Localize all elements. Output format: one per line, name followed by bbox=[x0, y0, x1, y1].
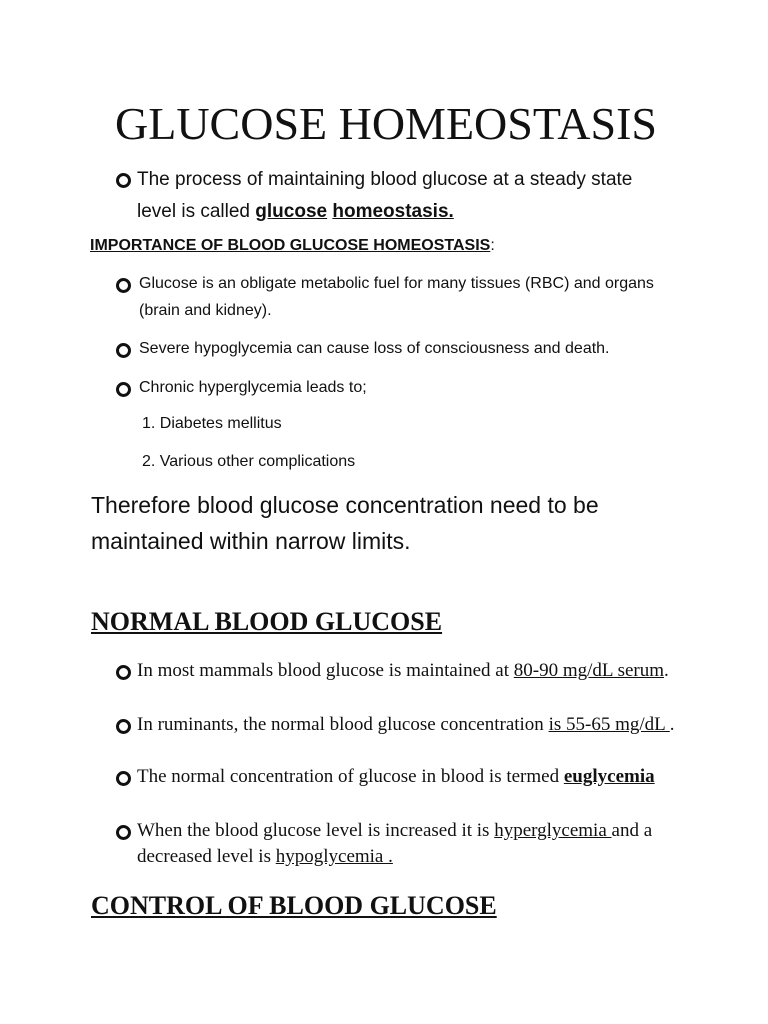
bullet-text: The normal concentration of glucose in blood is termed euglycemia bbox=[137, 766, 655, 787]
value-ruminants: is 55-65 mg/dL bbox=[548, 714, 670, 735]
circle-bullet-icon bbox=[116, 771, 131, 786]
normal-bullet bbox=[116, 658, 676, 684]
numbered-item: 2. Various other complications bbox=[142, 453, 356, 470]
importance-bullet bbox=[116, 374, 676, 401]
term-euglycemia: euglycemia bbox=[563, 766, 655, 787]
term-glucose: glucose bbox=[255, 201, 328, 222]
circle-bullet-icon bbox=[116, 382, 131, 397]
intro-bullet bbox=[116, 164, 676, 228]
circle-bullet-icon bbox=[116, 278, 131, 293]
importance-bullet bbox=[116, 270, 676, 324]
numbered-item: 1. Diabetes mellitus bbox=[142, 415, 282, 432]
value-mammals: 80-90 mg/dL serum bbox=[513, 660, 664, 681]
control-glucose-heading: CONTROL OF BLOOD GLUCOSE bbox=[91, 891, 497, 920]
normal-bullet bbox=[116, 818, 676, 870]
circle-bullet-icon bbox=[116, 343, 131, 358]
circle-bullet-icon bbox=[116, 173, 131, 188]
normal-glucose-heading: NORMAL BLOOD GLUCOSE bbox=[91, 607, 443, 636]
bullet-text: Glucose is an obligate metabolic fuel for many tissues (RBC) and organs (brain and kidney). bbox=[139, 275, 654, 319]
bullet-text: Chronic hyperglycemia leads to; bbox=[139, 379, 367, 396]
importance-bullet bbox=[116, 335, 676, 362]
term-homeostasis: homeostasis. bbox=[332, 201, 454, 222]
normal-bullet bbox=[116, 764, 676, 790]
page-title: GLUCOSE HOMEOSTASIS bbox=[92, 98, 657, 149]
conclusion-paragraph: Therefore blood glucose concentration need to be maintained within narrow limits. bbox=[91, 492, 599, 554]
normal-bullet bbox=[116, 712, 676, 738]
circle-bullet-icon bbox=[116, 825, 131, 840]
bullet-text: In most mammals blood glucose is maintained at 80-90 mg/dL serum. bbox=[137, 660, 669, 681]
term-hypoglycemia: hypoglycemia . bbox=[275, 846, 393, 867]
circle-bullet-icon bbox=[116, 665, 131, 680]
bullet-text: In ruminants, the normal blood glucose concentration is 55-65 mg/dL . bbox=[137, 714, 675, 735]
bullet-text: Severe hypoglycemia can cause loss of consciousness and death. bbox=[139, 340, 610, 357]
term-hyperglycemia: hyperglycemia bbox=[494, 820, 612, 841]
importance-heading: IMPORTANCE OF BLOOD GLUCOSE HOMEOSTASIS: bbox=[90, 237, 495, 254]
bullet-text: When the blood glucose level is increased it is hyperglycemia and a decreased level is hypoglycemia . bbox=[137, 820, 653, 867]
circle-bullet-icon bbox=[116, 719, 131, 734]
intro-text: The process of maintaining blood glucose at a steady state level is called glucose homeostasis. bbox=[137, 169, 633, 222]
